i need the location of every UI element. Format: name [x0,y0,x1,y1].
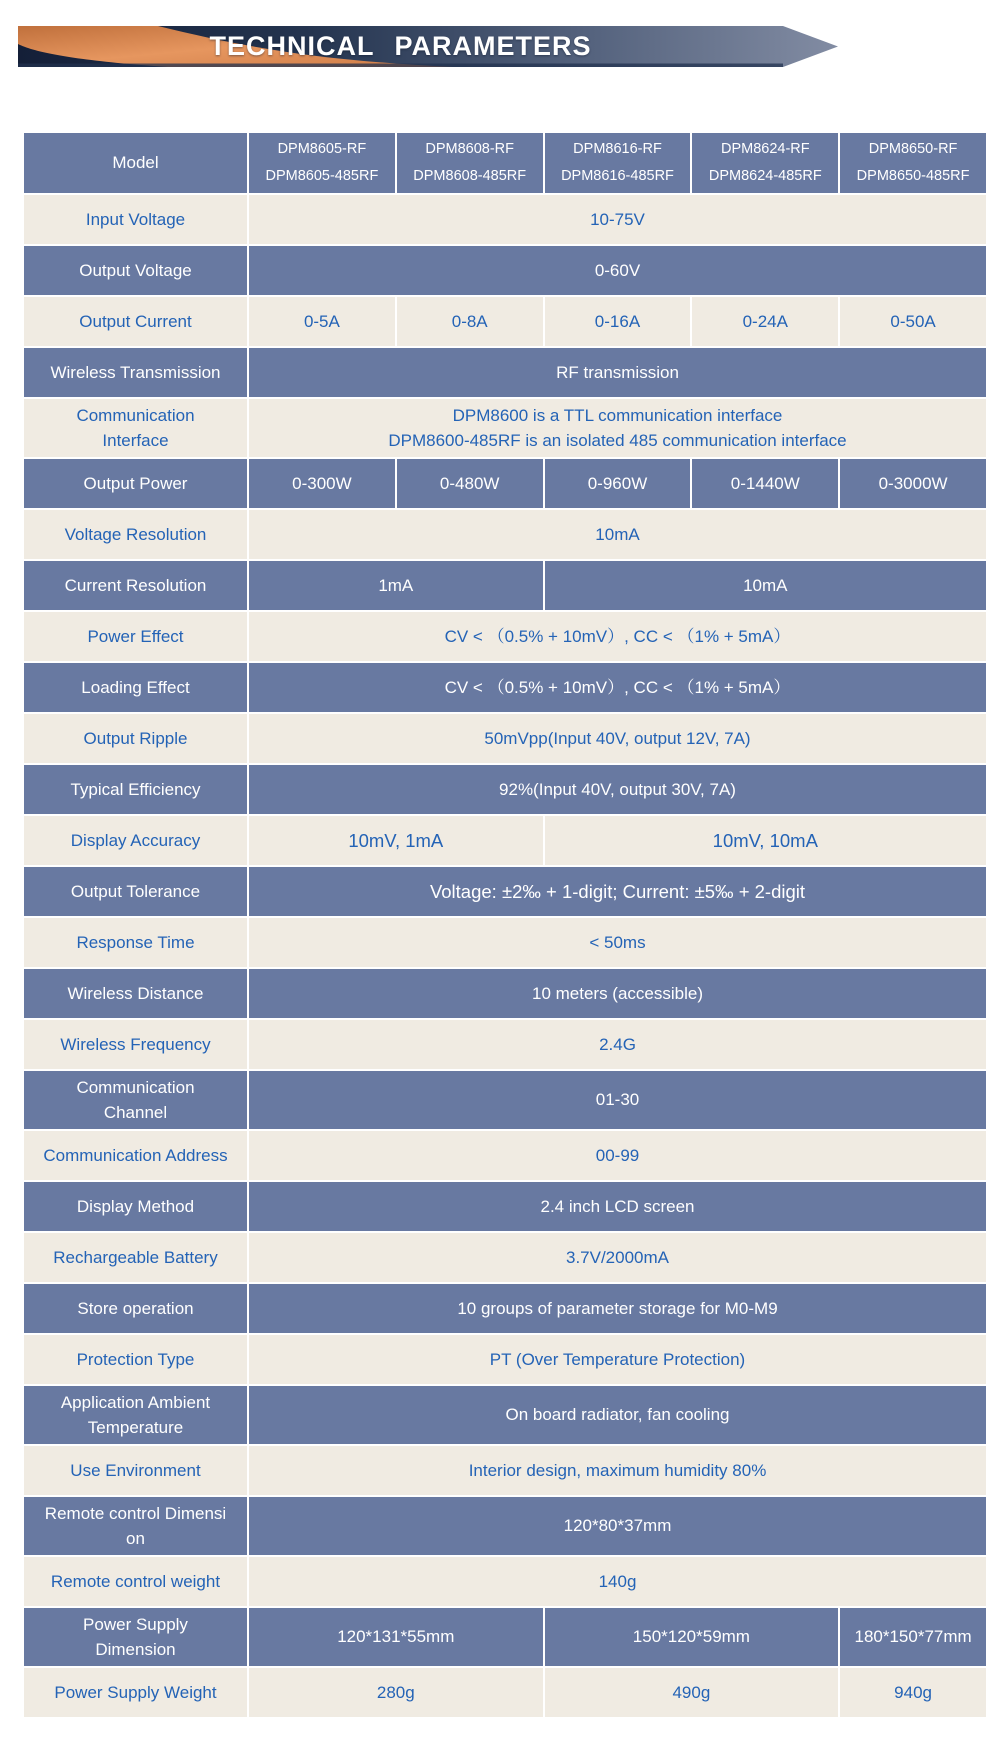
row-value: Voltage: ±2‰ + 1-digit; Current: ±5‰ + 2-digit [249,867,986,916]
table-row [24,1608,986,1666]
table-row [24,561,986,610]
row-value: 0-1440W [692,459,838,508]
model-header-cell: DPM8650-RF DPM8650-485RF [840,133,986,193]
row-value: 280g [249,1668,543,1717]
row-value: 10 groups of parameter storage for M0-M9 [249,1284,986,1333]
model-header-cell: DPM8608-RF DPM8608-485RF [397,133,543,193]
row-value: 0-60V [249,246,986,295]
row-value: 10mA [249,510,986,559]
table-row [24,714,986,763]
table-row [24,1020,986,1069]
row-value: 10-75V [249,195,986,244]
row-label: Loading Effect [24,663,247,712]
row-value: 180*150*77mm [840,1608,986,1666]
row-value: 3.7V/2000mA [249,1233,986,1282]
row-value: Interior design, maximum humidity 80% [249,1446,986,1495]
row-label: Response Time [24,918,247,967]
row-value: On board radiator, fan cooling [249,1386,986,1444]
row-label: Use Environment [24,1446,247,1495]
table-row [24,612,986,661]
row-value: 10mV, 10mA [545,816,986,865]
row-label: Output Voltage [24,246,247,295]
row-value: 150*120*59mm [545,1608,839,1666]
row-label: Wireless Frequency [24,1020,247,1069]
table-row [24,1497,986,1555]
row-value: 940g [840,1668,986,1717]
row-label: Output Ripple [24,714,247,763]
row-label: Remote control weight [24,1557,247,1606]
row-label: Wireless Distance [24,969,247,1018]
row-value: 120*131*55mm [249,1608,543,1666]
row-label: Protection Type [24,1335,247,1384]
row-label: Output Power [24,459,247,508]
row-label: Output Current [24,297,247,346]
row-label: Communication Interface [24,399,247,457]
row-value: 0-50A [840,297,986,346]
table-row [24,1233,986,1282]
row-label: Remote control Dimension [24,1497,247,1555]
row-value: 490g [545,1668,839,1717]
row-value: 0-300W [249,459,395,508]
row-value: 2.4G [249,1020,986,1069]
table-row [24,510,986,559]
row-value: < 50ms [249,918,986,967]
table-row [24,399,986,457]
table-row [24,1071,986,1129]
row-value: 120*80*37mm [249,1497,986,1555]
row-value: 92%(Input 40V, output 30V, 7A) [249,765,986,814]
row-label: Current Resolution [24,561,247,610]
table-row [24,348,986,397]
row-label: Voltage Resolution [24,510,247,559]
table-row [24,1446,986,1495]
row-value: CV < （0.5% + 10mV）, CC < （1% + 5mA） [249,663,986,712]
table-row [24,1131,986,1180]
model-header-cell: DPM8616-RF DPM8616-485RF [545,133,691,193]
model-header-cell: DPM8624-RF DPM8624-485RF [692,133,838,193]
row-label: Power Supply Weight [24,1668,247,1717]
row-value: 140g [249,1557,986,1606]
row-value: 0-960W [545,459,691,508]
row-label: Store operation [24,1284,247,1333]
table-row [24,1284,986,1333]
table-row [24,867,986,916]
row-label: Communication Channel [24,1071,247,1129]
row-value: 10 meters (accessible) [249,969,986,1018]
table-row [24,969,986,1018]
row-value: 0-16A [545,297,691,346]
table-row [24,1182,986,1231]
banner [18,26,838,67]
row-label: Rechargeable Battery [24,1233,247,1282]
row-label: Power Supply Dimension [24,1608,247,1666]
table-row [24,663,986,712]
table-row [24,246,986,295]
row-value: 50mVpp(Input 40V, output 12V, 7A) [249,714,986,763]
model-header-cell: DPM8605-RF DPM8605-485RF [249,133,395,193]
row-label: Communication Address [24,1131,247,1180]
table-row [24,195,986,244]
table-header-row [24,133,986,193]
parameters-table [24,133,986,1717]
row-value: 0-24A [692,297,838,346]
row-value: RF transmission [249,348,986,397]
table-row [24,918,986,967]
row-value: DPM8600 is a TTL communication interface DPM8600-485RF is an isolated 485 communication interface [249,399,986,457]
row-value: 2.4 inch LCD screen [249,1182,986,1231]
table-row [24,297,986,346]
row-label: Display Method [24,1182,247,1231]
row-value: 0-8A [397,297,543,346]
row-label: Display Accuracy [24,816,247,865]
table-row [24,816,986,865]
row-value: 1mA [249,561,543,610]
banner-title: TECHNICAL PARAMETERS [209,31,592,61]
row-value: 0-3000W [840,459,986,508]
model-header-label: Model [24,133,247,193]
row-value: PT (Over Temperature Protection) [249,1335,986,1384]
table-row [24,765,986,814]
row-label: Wireless Transmission [24,348,247,397]
row-value: 01-30 [249,1071,986,1129]
row-value: 0-5A [249,297,395,346]
table-row [24,1557,986,1606]
row-label: Output Tolerance [24,867,247,916]
row-value: 10mV, 1mA [249,816,543,865]
table-row [24,459,986,508]
row-value: CV < （0.5% + 10mV）, CC < （1% + 5mA） [249,612,986,661]
row-label: Typical Efficiency [24,765,247,814]
table-row [24,1386,986,1444]
row-value: 0-480W [397,459,543,508]
row-label: Power Effect [24,612,247,661]
row-value: 10mA [545,561,986,610]
row-value: 00-99 [249,1131,986,1180]
row-label: Input Voltage [24,195,247,244]
table-row [24,1668,986,1717]
row-label: Application Ambient Temperature [24,1386,247,1444]
table-row [24,1335,986,1384]
